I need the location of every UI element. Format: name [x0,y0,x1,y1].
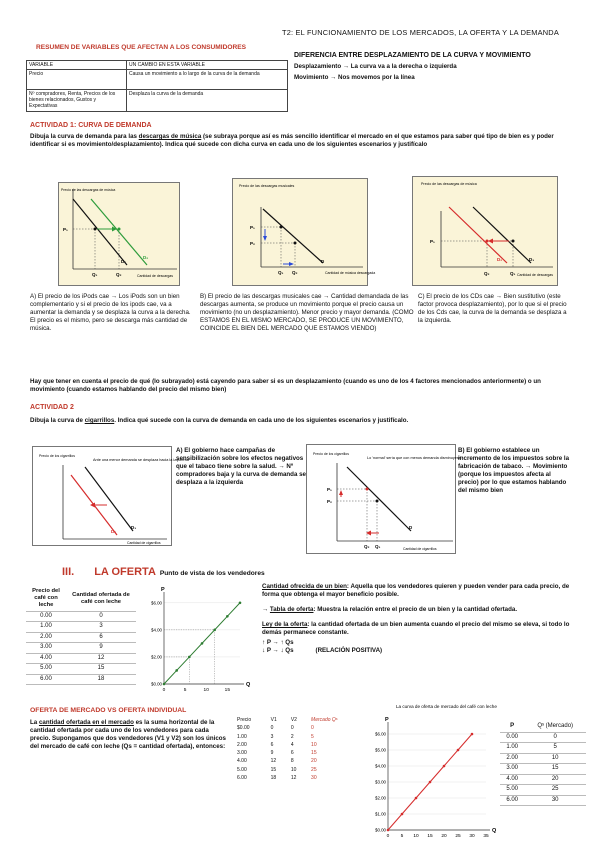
x-tick-label: 15 [224,688,231,693]
offer-table [26,587,136,685]
table-row: 1.00 3 2 5 [237,733,314,740]
y-tick-label: $3.00 [375,779,386,785]
offer-heading: III. LA OFERTA Punto de vista de los vendedores [62,566,265,578]
activity1-note: Hay que tener en cuenta el precio de qué (lo subrayado) está cayendo para saber si es un desplazamiento (cuando es uno de los 4 factores mencionados anteriormente) o un movimiento (cuando estamos hablando del precio del mismo bien) [30,378,541,393]
activity2-intro: Dibuja la curva de cigarrillos. Indica qué sucede con la curva de demanda en cada uno de los siguientes escenarios y justifícalo. [30,417,409,424]
table-row: 2.00 10 [500,753,586,764]
supply-chart-2 [360,702,500,842]
table-row: 3.00 15 [500,764,586,775]
y-tick-label: $2.00 [375,795,386,801]
market-title: OFERTA DE MERCADO VS OFERTA INDIVIDUAL [30,707,187,714]
graph-2b-xlabel: Cantidad de cigarrillos [403,547,437,551]
table-row: VARIABLE UN CAMBIO EN ESTA VARIABLE [27,61,288,70]
table-row: 5.00 15 [26,664,136,675]
y-axis-label: P [385,717,389,723]
graph-b-xlabel: Cantidad de música descargada [325,271,376,275]
table-row: 5.00 15 10 25 [237,766,317,773]
graph-b-d: D [321,259,325,264]
table-row: 5.00 25 [500,785,586,796]
page-title: T2: EL FUNCIONAMIENTO DE LOS MERCADOS, LA OFERTA Y LA DEMANDA [282,28,559,37]
x-tick-label: 10 [203,688,209,693]
x-tick-label: 5 [183,688,187,693]
y-axis-label: P [161,587,165,593]
supply-chart-1 [140,586,258,698]
data-point [175,669,178,672]
table-row: 0.00 0 [26,611,136,622]
graph-2a-note: Ante una menor demanda se desplaza hacia la izquierda [93,458,189,462]
table-row: P Qˢ (Mercado) [500,722,586,732]
table-row: Precio Causa un movimiento a lo largo de la curva de la demanda [27,70,288,90]
data-point [201,642,204,645]
def-table: → Tabla de oferta: Muestra la relación entre el precio de un bien y la cantidad ofertada. [262,605,518,613]
data-point [401,813,404,816]
table-row: 6.00 18 [26,674,136,685]
market-table [234,716,362,782]
offer-definitions [262,583,570,655]
table-row: 6.00 30 [500,795,586,806]
data-point [213,629,216,632]
graph-2b-ylabel: Precio de los cigarrillos [313,452,349,456]
chart-title: La curva de oferta de mercado del café con leche [396,704,497,709]
data-point [163,683,166,686]
relation-1: ↑ P → ↑ Qs [262,638,294,646]
graph-b-ylabel: Precio de las descargas musicales [239,184,295,188]
data-point [471,733,474,736]
market-text: La cantidad ofertada en el mercado es la suma horizontal de la cantidad ofertada por cada uno de los vendedores para cada precio. Supongamos que dos vendedores (V1 y V2) son los únicos del mercado de café con leche (Qs = cantidad ofertada), entonces: [30,719,226,750]
graph-a-ylabel: Precio de las descargas de música [61,188,116,192]
y-tick-label: $2.00 [151,654,162,660]
graph-a [59,183,181,287]
graph-2b-p2: P₂ [327,499,333,504]
graph-a-d2: D₂ [143,255,149,260]
def-law: Ley de la oferta: la cantidad ofertada de un bien aumenta cuando el precio del mismo se eleva, si todo lo demás permanece constante. [262,620,570,636]
x-tick-label: 20 [441,834,447,839]
table-row: 2.00 6 4 10 [237,741,317,748]
activity2-title: ACTIVIDAD 2 [30,404,74,411]
def-quantity: Cantidad ofrecida de un bien: Aquella que los vendedores quieren y pueden vender para cada precio, de forma que obtenga el mayor beneficio posible. [262,583,570,598]
table-row: 1.00 5 [500,743,586,754]
x-tick-label: 5 [400,834,404,839]
table-row: Nº compradores, Renta, Precios de los bienes relacionados, Gustos y Expectativas Desplaza la curva de la demanda [27,90,288,112]
data-point [226,615,229,618]
graph-2b-q1: Q₂ [364,544,370,549]
graph-2b-d: D [409,525,413,530]
y-tick-label: $1.00 [375,811,386,817]
difference-line-2: Movimiento → Nos movemos por la línea [294,74,415,81]
graph-a-xlabel: Cantidad de descargas [137,274,173,278]
graph-b-p2: P₂ [250,241,256,246]
table-row: 3.00 9 [26,643,136,654]
x-tick-label: 15 [427,834,433,839]
summary-table [26,60,288,112]
graph-2b-frame [306,444,462,554]
y-tick-label: $6.00 [151,600,162,606]
table-row: Precio del café con leche Cantidad ofertada de café con leche [26,587,136,611]
graph-c-d1: D₁ [529,257,535,262]
graph-b [233,179,376,287]
graph-a-q1: Q₁ [92,272,98,277]
relation-2: ↓ P → ↓ Qs (RELACIÓN POSITIVA) [262,646,383,654]
x-tick-label: 25 [455,834,461,839]
activity1-text-a: A) El precio de los iPods cae → Los iPods son un bien complementario y si el precio de los ipods cae, va a aumentar la demanda y se desplaza la curva a la derecha. El precio es el mismo, pero se descarga más cantidad de música. [30,293,191,332]
table-row: 4.00 12 [26,653,136,664]
table-row: 1.00 3 [26,622,136,633]
graph-a-d1: D₁ [121,259,127,264]
data-point [239,601,242,604]
graph-2b-p1: P₁ [327,487,332,492]
graph-c-q1: Q₂ [484,271,490,276]
graph-a-frame [58,182,180,286]
graph-2b-q2: Q₁ [375,544,381,549]
graph-2a [33,447,189,547]
table-row: 0.00 0 [500,732,586,743]
data-point [457,749,460,752]
x-tick-label: 0 [386,834,390,839]
difference-line-1: Desplazamiento → La curva va a la derecha o izquierda [294,63,457,70]
graph-2a-d2: D₂ [111,529,117,534]
graph-c-ylabel: Precio de las descargas de música [421,182,477,186]
graph-b-p1: P₁ [250,225,255,230]
y-tick-label: $4.00 [151,627,162,633]
activity1-title: ACTIVIDAD 1: CURVA DE DEMANDA [30,122,152,129]
data-point [387,829,390,832]
data-point [415,797,418,800]
graph-a-p: P₁ [63,227,68,232]
x-tick-label: 0 [162,688,166,693]
y-tick-label: $0.00 [375,827,386,833]
activity1-text-b: B) El precio de las descargas musicales cae → Cantidad demandada de las descargas aumenta, se produce un movimiento porque el precio causa un movimiento (no un desplazamiento). Menor precio y mayor demanda. (COMO ESTAMOS EN EL MISMO MERCADO, SE PRODUCE UN MOVIMIENTO, COINCIDE EL BIEN DEL MERCADO QUE ESTAMOS VIENDO) [200,293,414,332]
difference-title: DIFERENCIA ENTRE DESPLAZAMIENTO DE LA CURVA Y MOVIMIENTO [294,52,531,59]
market-right-table [500,722,586,806]
graph-2a-d1: D₁ [131,525,137,530]
table-row: 4.00 12 8 20 [237,758,317,765]
graph-b-q2: Q₂ [292,270,298,275]
graph-b-frame [232,178,376,286]
activity2-text-b: B) El gobierno establece un incremento de los impuestos sobre la fabricación de tabaco. → Movimiento (porque los impuestos afecta al precio) por lo que estamos hablando del mismo bien [458,447,570,494]
x-tick-label: 35 [483,834,489,839]
graph-c-xlabel: Cantidad de descargas [517,273,553,277]
table-row: 4.00 20 [500,774,586,785]
activity2-text-a: A) El gobierno hace campañas de sensibilización sobre los efectos negativos que el tabaco tiene sobre la salud. → Nº compradores baja y la curva de demanda se desplaza a la izquierda [176,447,306,486]
graph-2a-xlabel: Cantidad de cigarrillos [127,541,161,545]
y-tick-label: $0.00 [151,681,162,687]
table-row: Precio V1 V2 Mercado Qˢ [237,717,338,723]
graph-2b [307,445,462,555]
graph-c-p: P₁ [430,239,435,244]
graph-c-frame [412,176,558,286]
table-row: 3.00 9 6 15 [237,750,317,756]
x-tick-label: 10 [413,834,419,839]
y-tick-label: $5.00 [375,747,386,753]
data-point [188,656,191,659]
graph-a-q2: Q₂ [116,272,122,277]
graph-c-d2: D₂ [497,257,503,262]
table-row: $0.00 0 0 0 [237,725,314,732]
table-row: 2.00 6 [26,632,136,643]
x-axis-label: Q [246,682,251,688]
graph-c-q2: Q₁ [510,271,516,276]
graph-2a-ylabel: Precio de los cigarrillos [39,454,75,458]
data-point [429,781,432,784]
graph-c [413,177,559,287]
y-tick-label: $6.00 [375,731,386,737]
summary-title: RESUMEN DE VARIABLES QUE AFECTAN A LOS CONSUMIDORES [36,44,247,51]
x-axis-label: Q [492,828,497,834]
y-tick-label: $4.00 [375,763,386,769]
graph-2a-frame [32,446,189,546]
activity1-text-c: C) El precio de los CDs cae → Bien sustitutivo (este factor provoca desplazamiento), por lo que si el precio de los Cds cae, la curva de la demanda se desplaza a la izquierda. [418,293,567,324]
graph-2b-note: Lo 'normal' sería que con menos demanda disminuyese. [367,456,462,460]
graph-b-q1: Q₁ [278,270,284,275]
data-point [443,765,446,768]
x-tick-label: 30 [469,834,475,839]
activity1-intro: Dibuja la curva de demanda para las descargas de música (se subraya porque así es más sencillo identificar el mercado en el que estamos para saber qué tipo de bien es y poder identificar si es movimiento/desplazamiento). Indica qué sucede con dicha curva en cada uno de los siguientes escenarios y justifícalo [30,133,554,148]
table-row: 6.00 18 12 30 [237,774,317,781]
